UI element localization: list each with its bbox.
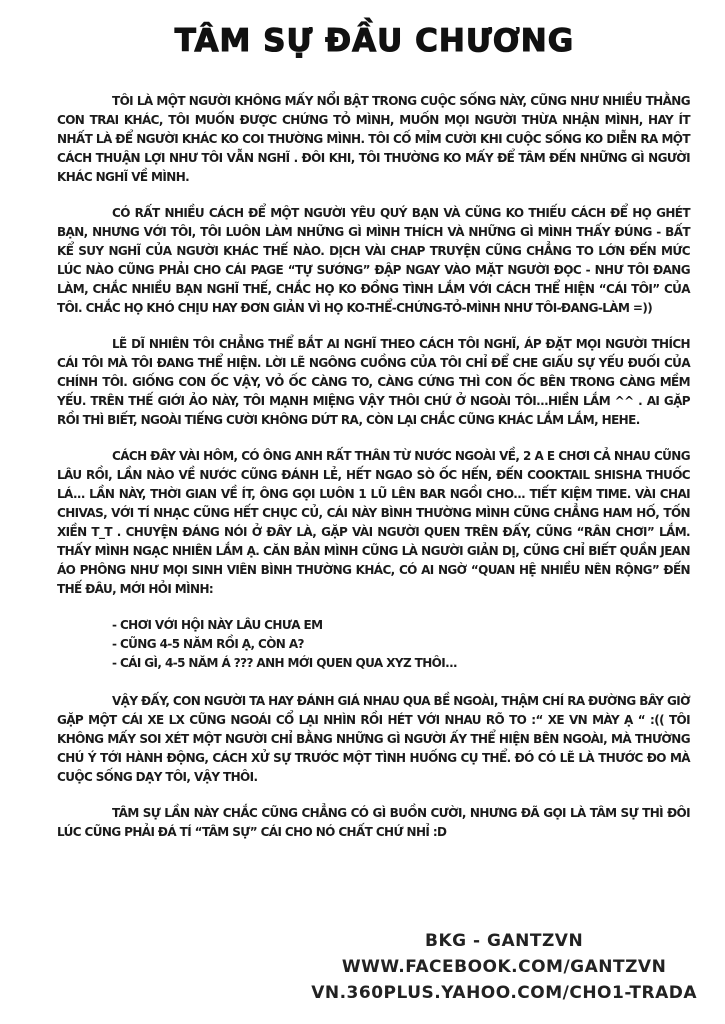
credits-block — [311, 928, 697, 1006]
dialog-line: - CŨNG 4-5 NĂM RỒI Ạ, CÒN A? — [112, 637, 304, 651]
credit-facebook-url: WWW.FACEBOOK.COM/GANTZVN — [341, 957, 667, 977]
paragraph: TÔI LÀ MỘT NGƯỜI KHÔNG MẤY NỔI BẬT TRONG CUỘC SỐNG NÀY, CŨNG NHƯ NHIỀU THẰNG CON TRAI KHÁC, TÔI MUỐN ĐƯỢC CHỨNG TỎ MÌNH, MUỐN MỌI NGƯỜI THỪA NHẬN MÌNH, HAY ÍT NHẤT LÀ ĐỂ NGƯỜI KHÁC KO COI THƯỜNG MÌNH. TÔI CỐ MỈM CƯỜI KHI CUỘC SỐNG KO DIỄN RA MỘT CÁCH THUẬN LỢI NHƯ TÔI VẪN NGHĨ . ĐÔI KHI, TÔI THƯỜNG KO MẤY ĐỂ TÂM ĐẾN NHỮNG GÌ NGƯỜI KHÁC NGHĨ VỀ MÌNH. — [57, 94, 690, 184]
paragraph: VẬY ĐẤY, CON NGƯỜI TA HAY ĐÁNH GIÁ NHAU QUA BỀ NGOÀI, THẬM CHÍ RA ĐƯỜNG BÂY GIỜ GẶP MỘT CÁI XE LX CŨNG NGOÁI CỔ LẠI NHÌN RỒI HÉT VỚI NHAU RÕ TO :“ XE VN MÀY Ạ “ :(( TÔI KHÔNG MẤY SOI XÉT MỘT NGƯỜI CHỈ BẰNG NHỮNG GÌ NGƯỜI ẤY THỂ HIỆN BÊN NGOÀI, MÀ THƯỜNG CHÚ Ý TỚI HÀNH ĐỘNG, CÁCH XỬ SỰ TRƯỚC MỘT TÌNH HUỐNG CỤ THỂ. ĐÓ CÓ LẼ LÀ THƯỚC ĐO MÀ CUỘC SỐNG DẠY TÔI, VẬY THÔI. — [57, 694, 690, 784]
paragraph: CÁCH ĐÂY VÀI HÔM, CÓ ÔNG ANH RẤT THÂN TỪ NƯỚC NGOÀI VỀ, 2 A E CHƠI CẢ NHAU CŨNG LÂU RỒI, LẦN NÀO VỀ NƯỚC CŨNG ĐÁNH LẺ, HẾT NGAO SÒ ỐC HẾN, ĐẾN COOKTAIL SHISHA THUỐC LÁ... LẦN NÀY, THỜI GIAN VỀ ÍT, ÔNG GỌI LUÔN 1 LŨ LÊN BAR NGỒI CHO... TIẾT KIỆM TIME. VÀI CHAI CHIVAS, VỚI TÍ NHẠC CŨNG HẾT CHỤC CỦ, CÁI NÀY BÌNH THƯỜNG MÌNH CŨNG CHẲNG HAM HỐ, TỐN XIỀN T_T . CHUYỆN ĐÁNG NÓI Ở ĐÂY LÀ, GẶP VÀI NGƯỜI QUEN TRÊN ĐẤY, CŨNG “RÂN CHƠI” LẮM. THẤY MÌNH NGẠC NHIÊN LẮM Ạ. CĂN BẢN MÌNH CŨNG LÀ NGƯỜI GIẢN DỊ, CŨNG CHỈ BIẾT QUẦN JEAN ÁO PHÔNG NHƯ MỌI SINH VIÊN BÌNH THƯỜNG KHÁC, CÓ AI NGỜ “QUAN HỆ NHIỀU NÊN RỘNG” ĐẾN THẾ ĐÂU, MỚI HỎI MÌNH: — [57, 449, 690, 596]
dialog-block — [57, 616, 690, 673]
credit-group-name: BKG - GANTZVN — [425, 931, 584, 951]
dialog-line: - CÁI GÌ, 4-5 NĂM Á ??? ANH MỚI QUEN QUA XYZ THÔI... — [112, 656, 457, 670]
paragraph: CÓ RẤT NHIỀU CÁCH ĐỂ MỘT NGƯỜI YÊU QUÝ BẠN VÀ CŨNG KO THIẾU CÁCH ĐỂ HỌ GHÉT BẠN, NHƯNG VỚI TÔI, TÔI LUÔN LÀM NHỮNG GÌ MÌNH THÍCH VÀ NHỮNG GÌ MÌNH THẤY ĐÚNG - BẤT KỂ SUY NGHĨ CỦA NGƯỜI KHÁC THẾ NÀO. DỊCH VÀI CHAP TRUYỆN CŨNG CHẲNG TO LỚN ĐẾN MỨC LÚC NÀO CŨNG PHẢI CHO CÁI PAGE “TỰ SƯỚNG” ĐẬP NGAY VÀO MẶT NGƯỜI ĐỌC - NHƯ TÔI ĐANG LÀM, CHẮC NHIỀU BẠN NGHĨ THẾ, CHẮC HỌ KO ĐỒNG TÌNH LẮM VỚI CÁCH THỂ HIỆN “CÁI TÔI” CỦA TÔI. CHẮC HỌ KHÓ CHỊU HAY ĐƠN GIẢN VÌ HỌ KO-THỂ-CHỨNG-TỎ-MÌNH NHƯ TÔI-ĐANG-LÀM =)) — [57, 206, 690, 315]
paragraph: LẼ DĨ NHIÊN TÔI CHẲNG THỂ BẮT AI NGHĨ THEO CÁCH TÔI NGHĨ, ÁP ĐẶT MỌI NGƯỜI THÍCH CÁI TÔI MÀ TÔI ĐANG THỂ HIỆN. LỜI LẼ NGÔNG CUỒNG CỦA TÔI CHỈ ĐỂ CHE GIẤU SỰ YẾU ĐUỐI CỦA CHÍNH TÔI. GIỐNG CON ỐC VẬY, VỎ ỐC CÀNG TO, CÀNG CỨNG THÌ CON ỐC BÊN TRONG CÀNG MỀM YẾU. TRÊN THẾ GIỚI ẢO NÀY, TÔI MẠNH MIỆNG VẬY THÔI CHỨ Ở NGOÀI TÔI...HIỀN LẮM ^^ . AI GẶP RỒI THÌ BIẾT, NGOÀI TIẾNG CƯỜI KHÔNG DỨT RA, CÒN LẠI CHẮC CŨNG KHÁC LẮM LẮM, HEHE. — [57, 337, 690, 427]
paragraph: TÂM SỰ LẦN NÀY CHẮC CŨNG CHẲNG CÓ GÌ BUỒN CƯỜI, NHƯNG ĐÃ GỌI LÀ TÂM SỰ THÌ ĐÔI LÚC CŨNG PHẢI ĐÁ TÍ “TÂM SỰ” CÁI CHO NÓ CHẤT CHỨ NHỈ :D — [57, 806, 690, 839]
dialog-line: - CHƠI VỚI HỘI NÀY LÂU CHƯA EM — [112, 618, 323, 632]
page-title: TÂM SỰ ĐẦU CHƯƠNG — [174, 23, 575, 59]
note-body — [57, 92, 690, 842]
credit-blog-url: VN.360PLUS.YAHOO.COM/CHO1-TRADA — [311, 983, 697, 1003]
